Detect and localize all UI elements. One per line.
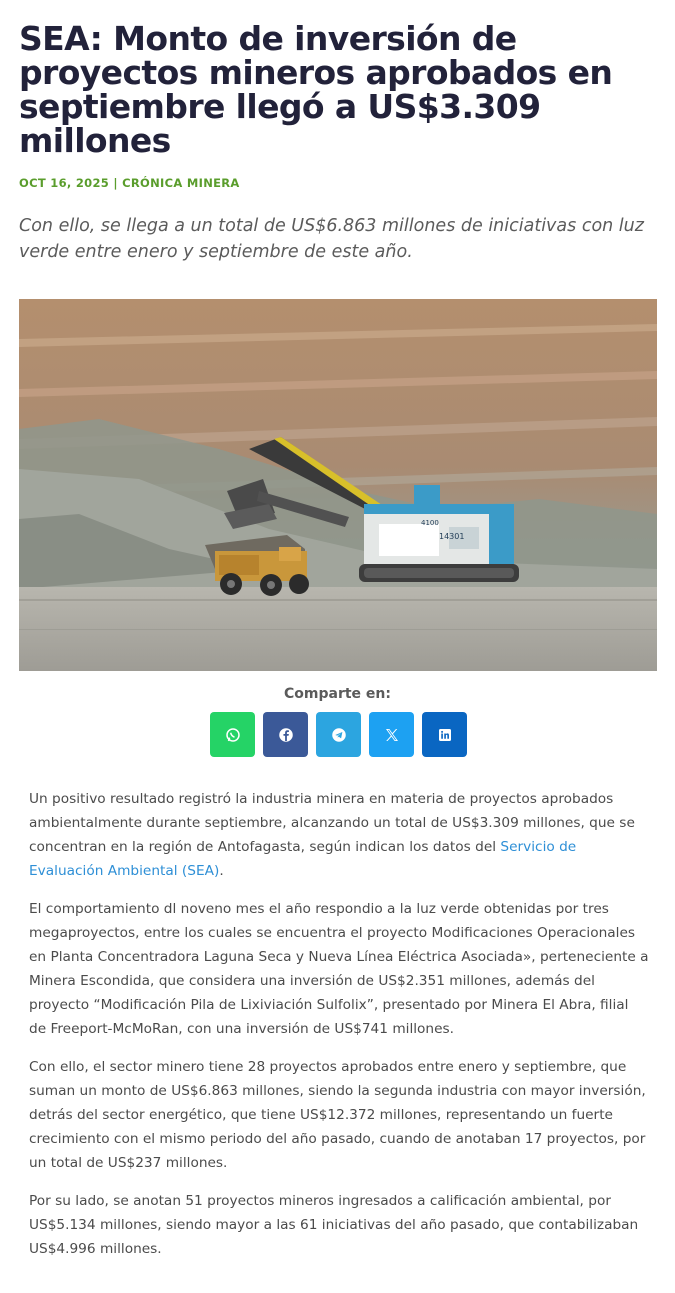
body-paragraph-4: Por su lado, se anotan 51 proyectos mineros ingresados a calificación ambiental, por US$5.134 millones, siendo mayor a las 61 iniciativas del año pasado, que contabilizaban US$4.996 millones. <box>29 1193 639 1257</box>
truck-label-text: 4100 <box>421 519 439 527</box>
sea-link[interactable]: Servicio de Evaluación Ambiental (SEA) <box>29 839 577 879</box>
telegram-share-button[interactable] <box>316 712 361 757</box>
share-buttons <box>210 712 467 757</box>
article-date: OCT 16, 2025 <box>19 176 110 190</box>
facebook-share-button[interactable] <box>263 712 308 757</box>
x-icon <box>383 726 401 744</box>
article-lead: Con ello, se llega a un total de US$6.863 millones de iniciativas con luz verde entre enero y septiembre de este año. <box>19 216 644 262</box>
body-paragraph-3: Con ello, el sector minero tiene 28 proyectos aprobados entre enero y septiembre, que suman un monto de US$6.863 millones, siendo la segunda industria con mayor inversión, detrás del sector energético, que tiene US$12.372 millones, representando un fuerte crecimiento con el mismo periodo del año pasado, cuando de anotaban 17 proyectos, por un total de US$237 millones. <box>29 1059 646 1171</box>
facebook-icon <box>277 726 295 744</box>
article-category[interactable]: CRÓNICA MINERA <box>122 176 240 190</box>
linkedin-share-button[interactable] <box>422 712 467 757</box>
body-paragraph-1-end: . <box>219 863 224 879</box>
article-title: SEA: Monto de inversión de proyectos mineros aprobados en septiembre llegó a US$3.309 millones <box>19 19 613 160</box>
article-body <box>29 787 649 1275</box>
article-meta <box>19 176 240 190</box>
body-paragraph-1-text: Un positivo resultado registró la industria minera en materia de proyectos aprobados ambientalmente durante septiembre, alcanzando un total de US$3.309 millones, que se concentran en la región de Antofagasta, según indican los datos del <box>29 791 635 855</box>
share-label: Comparte en: <box>284 686 391 702</box>
shovel-number-text: 14301 <box>439 532 465 541</box>
whatsapp-share-button[interactable] <box>210 712 255 757</box>
meta-separator: | <box>109 176 123 190</box>
linkedin-icon <box>436 726 454 744</box>
body-paragraph-2: El comportamiento dl noveno mes el año respondio a la luz verde obtenidas por tres megaproyectos, entre los cuales se encuentra el proyecto Modificaciones Operacionales en Planta Concentradora Laguna Seca y Nueva Línea Eléctrica Asociada», perteneciente a Minera Escondida, que considera una inversión de US$2.351 millones, además del proyecto “Modificación Pila de Lixiviación Sulfolix”, presentado por Minera El Abra, filial de Freeport-McMoRan, con una inversión de US$741 millones. <box>29 901 649 1037</box>
hero-image <box>19 299 657 671</box>
telegram-icon <box>330 726 348 744</box>
whatsapp-icon <box>224 726 242 744</box>
body-paragraph-1 <box>29 787 649 883</box>
x-share-button[interactable] <box>369 712 414 757</box>
